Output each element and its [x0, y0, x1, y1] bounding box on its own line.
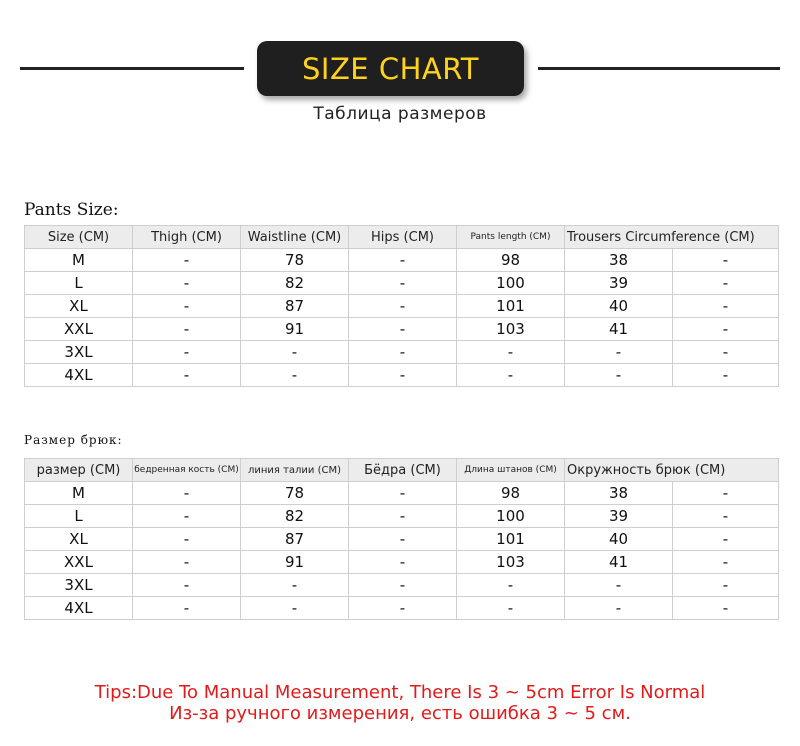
table-cell: - [349, 249, 457, 272]
table-row [25, 364, 779, 387]
table-cell: L [25, 505, 133, 528]
table-cell: 3XL [25, 341, 133, 364]
table-cell: - [349, 272, 457, 295]
table-cell: - [241, 364, 349, 387]
table-cell: 82 [241, 505, 349, 528]
table-cell: - [565, 364, 673, 387]
table-cell: - [349, 505, 457, 528]
table-cell: - [673, 249, 779, 272]
table-cell: - [133, 341, 241, 364]
tips-text-en: Tips:Due To Manual Measurement, There Is 3 ~ 5cm Error Is Normal [94, 682, 706, 703]
table-cell: 4XL [25, 597, 133, 620]
table-header-row [25, 226, 779, 249]
table-cell: XXL [25, 551, 133, 574]
table-cell: - [673, 505, 779, 528]
header-cell-waistline: Waistline (CM) [241, 226, 349, 249]
table-cell: - [349, 364, 457, 387]
page-title: SIZE CHART [301, 51, 480, 86]
table-cell: 39 [565, 505, 673, 528]
header-cell-size: размер (CM) [25, 459, 133, 482]
table-cell: L [25, 272, 133, 295]
header-cell-trousers-circumference: Trousers Circumference (CM) [565, 226, 779, 249]
table-cell: - [133, 597, 241, 620]
table-cell: - [349, 528, 457, 551]
table-cell: - [457, 364, 565, 387]
table-row [25, 341, 779, 364]
table-cell: - [457, 574, 565, 597]
header-cell-hips: Hips (CM) [349, 226, 457, 249]
table-cell: - [133, 551, 241, 574]
table-cell: - [241, 341, 349, 364]
table-cell: - [349, 574, 457, 597]
table-cell: 91 [241, 551, 349, 574]
table-cell: 87 [241, 528, 349, 551]
table-cell: 40 [565, 295, 673, 318]
pants-size-title: Pants Size: [24, 200, 119, 220]
table-cell: 100 [457, 272, 565, 295]
table-cell: 98 [457, 249, 565, 272]
table-cell: M [25, 482, 133, 505]
table-cell: - [133, 482, 241, 505]
table-cell: 87 [241, 295, 349, 318]
table-cell: 4XL [25, 364, 133, 387]
table-cell: - [673, 482, 779, 505]
table-cell: - [241, 574, 349, 597]
table-cell: - [133, 364, 241, 387]
table-cell: - [349, 482, 457, 505]
table-cell: - [349, 295, 457, 318]
table-cell: 101 [457, 295, 565, 318]
table-cell: XL [25, 295, 133, 318]
table-cell: 3XL [25, 574, 133, 597]
table-row [25, 505, 779, 528]
table-cell: - [673, 318, 779, 341]
table-cell: - [673, 341, 779, 364]
table-cell: 98 [457, 482, 565, 505]
size-chart-badge [257, 41, 524, 96]
title-rule-left [20, 67, 244, 70]
table-header-row [25, 459, 779, 482]
table-cell: - [565, 574, 673, 597]
table-cell: 78 [241, 482, 349, 505]
table-cell: 91 [241, 318, 349, 341]
title-rule-right [538, 67, 780, 70]
table-row [25, 318, 779, 341]
table-cell: 39 [565, 272, 673, 295]
table-cell: 100 [457, 505, 565, 528]
table-cell: 38 [565, 482, 673, 505]
table-cell: - [457, 341, 565, 364]
header-cell-waistline: линия талии (CM) [241, 459, 349, 482]
header-cell-thigh: бедренная кость (CM) [133, 459, 241, 482]
table-cell: - [133, 295, 241, 318]
table-cell: - [673, 272, 779, 295]
table-row [25, 249, 779, 272]
pants-size-title-ru: Размер брюк: [24, 433, 123, 447]
table-cell: - [349, 318, 457, 341]
pants-size-table-en [24, 225, 779, 387]
table-cell: 40 [565, 528, 673, 551]
table-cell: - [673, 574, 779, 597]
table-cell: 82 [241, 272, 349, 295]
header-cell-pants-length: Длина штанов (CM) [457, 459, 565, 482]
table-cell: - [349, 551, 457, 574]
table-row [25, 295, 779, 318]
header-cell-size: Size (CM) [25, 226, 133, 249]
table-cell: 101 [457, 528, 565, 551]
table-cell: - [673, 597, 779, 620]
table-cell: 103 [457, 318, 565, 341]
table-cell: 41 [565, 551, 673, 574]
table-cell: - [673, 528, 779, 551]
table-cell: - [349, 341, 457, 364]
table-cell: - [133, 272, 241, 295]
header-cell-hips: Бёдра (CM) [349, 459, 457, 482]
table-row [25, 551, 779, 574]
table-cell: - [133, 249, 241, 272]
table-cell: - [349, 597, 457, 620]
page-subtitle: Таблица размеров [313, 104, 487, 124]
table-cell: 78 [241, 249, 349, 272]
table-cell: M [25, 249, 133, 272]
table-cell: 38 [565, 249, 673, 272]
table-cell: - [565, 341, 673, 364]
table-row [25, 597, 779, 620]
table-row [25, 482, 779, 505]
table-cell: - [133, 318, 241, 341]
table-row [25, 272, 779, 295]
table-cell: XL [25, 528, 133, 551]
table-cell: - [133, 528, 241, 551]
table-cell: - [673, 551, 779, 574]
table-row [25, 574, 779, 597]
table-row [25, 528, 779, 551]
header-cell-pants-length: Pants length (CM) [457, 226, 565, 249]
table-cell: XXL [25, 318, 133, 341]
header-cell-thigh: Thigh (CM) [133, 226, 241, 249]
table-cell: - [673, 364, 779, 387]
table-cell: 103 [457, 551, 565, 574]
header-cell-trousers-circumference: Окружность брюк (CM) [565, 459, 779, 482]
pants-size-table-ru [24, 458, 779, 620]
table-cell: 41 [565, 318, 673, 341]
table-cell: - [565, 597, 673, 620]
table-cell: - [457, 597, 565, 620]
table-cell: - [133, 505, 241, 528]
table-cell: - [241, 597, 349, 620]
tips-text-ru: Из-за ручного измерения, есть ошибка 3 ~ 5 см. [169, 703, 631, 724]
table-cell: - [673, 295, 779, 318]
table-cell: - [133, 574, 241, 597]
